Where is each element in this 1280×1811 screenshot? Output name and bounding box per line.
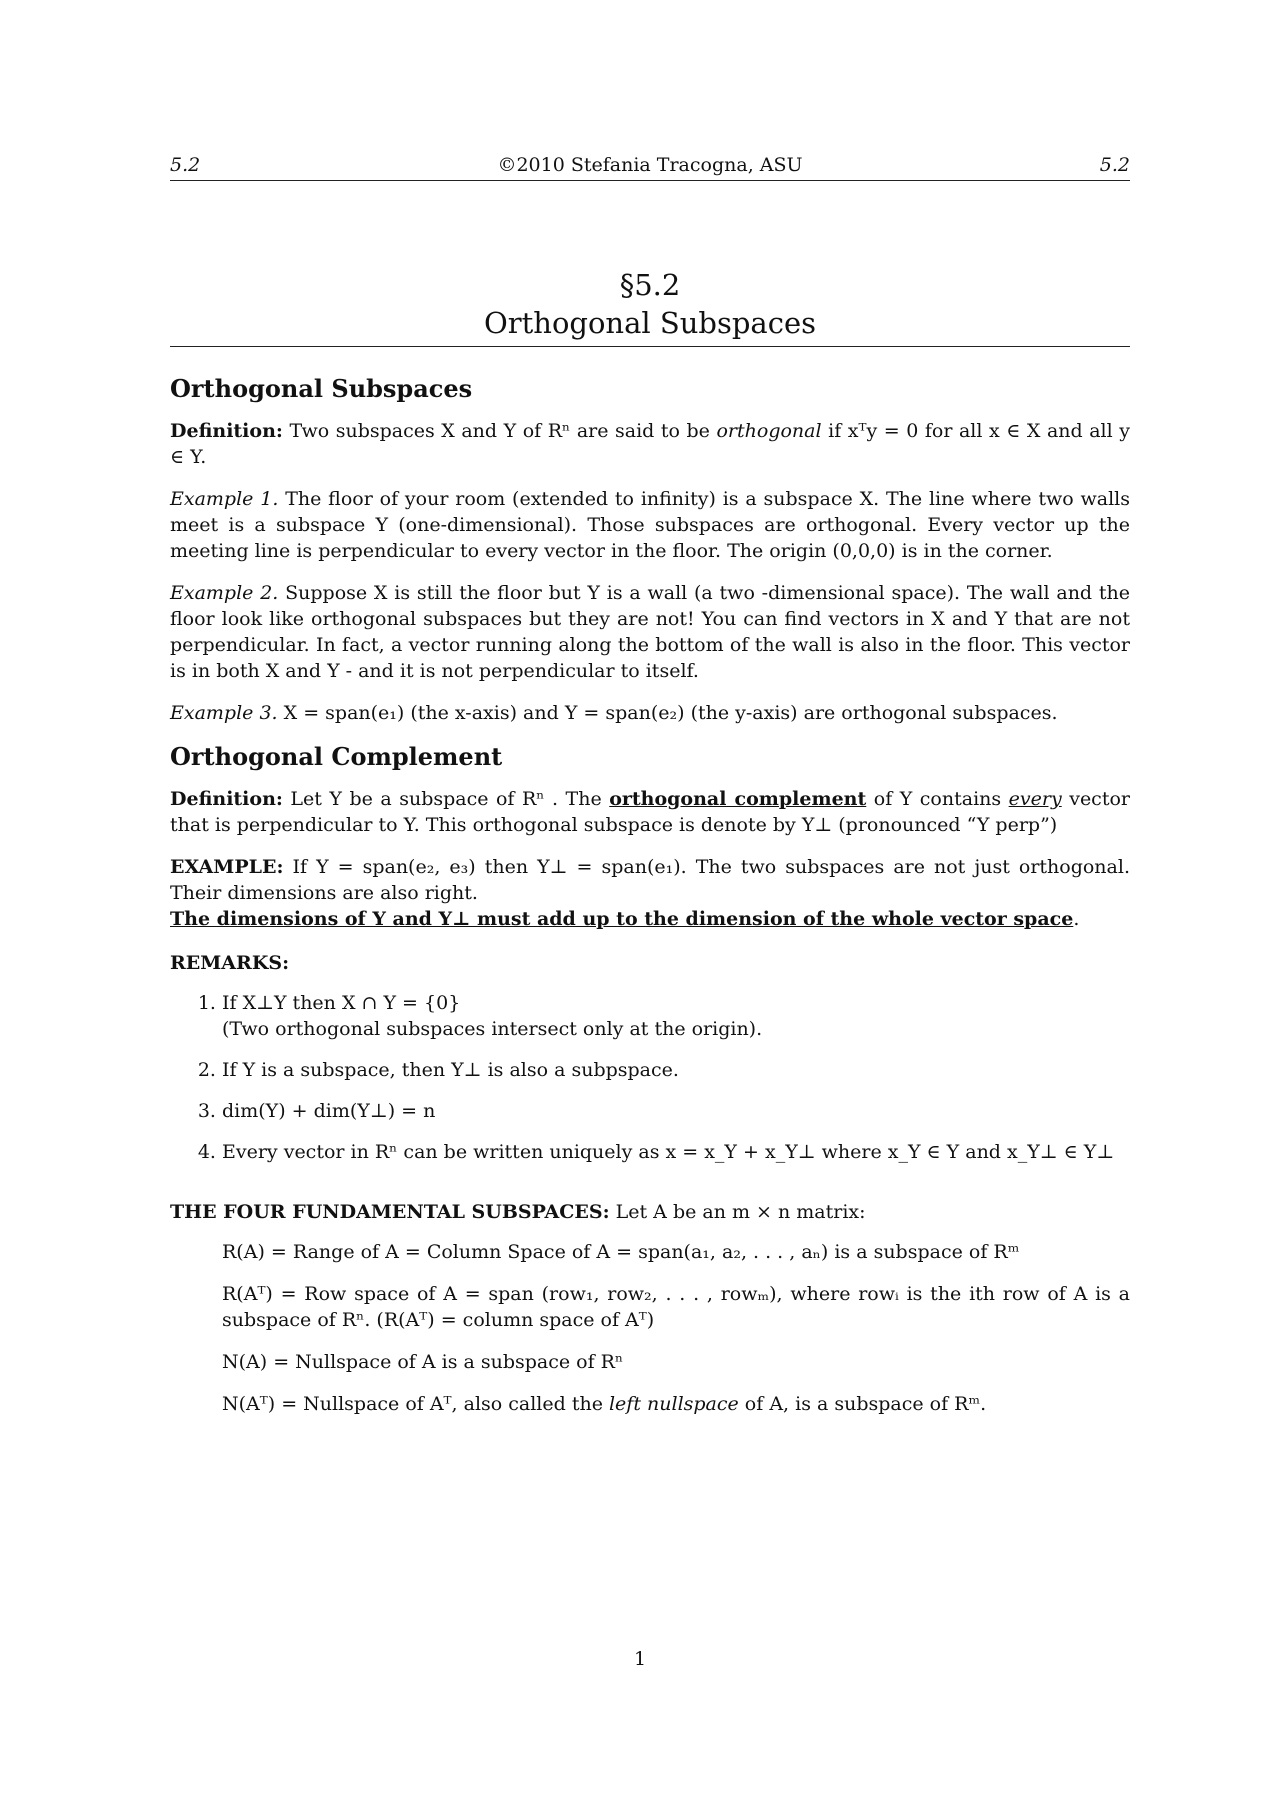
- four-subspaces-label: THE FOUR FUNDAMENTAL SUBSPACES:: [170, 1201, 610, 1223]
- header-left-section-number: 5.2: [170, 154, 201, 176]
- subspace-item: [222, 1391, 1130, 1417]
- example-3: [170, 700, 1130, 726]
- remark-1-note: (Two orthogonal subspaces intersect only at the origin).: [222, 1018, 763, 1040]
- complement-example-emphasis: The dimensions of Y and Y⊥ must add up to the dimension of the whole vector space: [170, 908, 1074, 930]
- complement-example-label: EXAMPLE:: [170, 856, 284, 878]
- remark-1-text: If X⊥Y then X ∩ Y = {0}: [222, 992, 461, 1014]
- subspace-item: R(Aᵀ) = Row space of A = span (row₁, row₂, . . . , rowₘ), where rowᵢ is the ith row of A is a subspace of Rⁿ. (R(Aᵀ) = column space of Aᵀ): [222, 1283, 1130, 1331]
- example-3-text: X = span(e₁) (the x-axis) and Y = span(e₂) (the y-axis) are orthogonal subspaces.: [277, 702, 1058, 724]
- document-body: [170, 374, 1130, 1433]
- section-number: §5.2: [619, 268, 681, 302]
- four-subspaces-intro: Let A be an m × n matrix:: [609, 1201, 866, 1223]
- running-header: [170, 154, 1130, 181]
- example-1-text: The floor of your room (extended to infinity) is a subspace X. The line where two walls meet is a subspace Y (one-dimensional). Those subspaces are orthogonal. Every vector up the meeting line is perpendicular to every vector in the floor. The origin (0,0,0) is in the corner.: [170, 488, 1130, 562]
- definition-complement: [170, 786, 1130, 838]
- complement-term: orthogonal complement: [609, 788, 867, 810]
- page-title: [170, 266, 1130, 347]
- heading-orthogonal-complement: Orthogonal Complement: [170, 742, 503, 771]
- example-3-label: Example 3.: [170, 702, 278, 724]
- section-title: Orthogonal Subspaces: [483, 306, 817, 340]
- header-copyright: ©2010 Stefania Tracogna, ASU: [497, 154, 803, 176]
- remarks-heading: REMARKS:: [170, 952, 290, 974]
- item-4-text-a: N(Aᵀ) = Nullspace of Aᵀ, also called the: [222, 1393, 609, 1415]
- complement-example-text: If Y = span(e₂, e₃) then Y⊥ = span(e₁). The two subspaces are not just orthogonal. Their dimensions are also right.: [170, 856, 1130, 904]
- complement-example: [170, 854, 1130, 932]
- subspace-item: N(A) = Nullspace of A is a subspace of Rⁿ: [222, 1351, 624, 1373]
- four-subspaces-list: [170, 1239, 1130, 1417]
- heading-orthogonal-subspaces: Orthogonal Subspaces: [170, 374, 473, 403]
- item-4-text-b: of A, is a subspace of Rᵐ.: [738, 1393, 987, 1415]
- example-2: [170, 580, 1130, 684]
- definition-text: Two subspaces X and Y of Rⁿ are said to be: [282, 420, 717, 442]
- four-subspaces-heading: [170, 1199, 1130, 1225]
- header-right-section-number: 5.2: [1099, 154, 1130, 176]
- example-1-label: Example 1.: [170, 488, 279, 510]
- complement-emphasis: every: [1008, 788, 1062, 810]
- definition-text-end: if xᵀy = 0 for all x ∈ X and all y ∈ Y.: [170, 420, 1130, 468]
- definition-emphasis: orthogonal: [716, 420, 822, 442]
- complement-text-b: of Y contains: [866, 788, 1009, 810]
- complement-example-end: .: [1073, 908, 1080, 930]
- remark-item: [222, 990, 1130, 1042]
- item-4-emphasis: left nullspace: [608, 1393, 739, 1415]
- page-number: 1: [633, 1648, 647, 1670]
- remark-item: 3. dim(Y) + dim(Y⊥) = n: [222, 1098, 1130, 1124]
- definition-orthogonal: [170, 418, 1130, 470]
- remark-item: 4. Every vector in Rⁿ can be written uniquely as x = x_Y + x_Y⊥ where x_Y ∈ Y and x_Y⊥ ∈ Y⊥: [222, 1139, 1130, 1165]
- example-1: [170, 486, 1130, 564]
- complement-text-a: Let Y be a subspace of Rⁿ . The: [282, 788, 610, 810]
- remark-item: 2. If Y is a subspace, then Y⊥ is also a subpspace.: [222, 1057, 1130, 1083]
- definition-label: Definition:: [170, 420, 283, 442]
- example-2-text: Suppose X is still the floor but Y is a wall (a two -dimensional space). The wall and the floor look like orthogonal subspaces but they are not! You can find vectors in X and Y that are not perpendicular. In fact, a vector running along the bottom of the wall is also in the floor. This vector is in both X and Y - and it is not perpendicular to itself.: [170, 582, 1130, 682]
- subspace-item: R(A) = Range of A = Column Space of A = span(a₁, a₂, . . . , aₙ) is a subspace of Rᵐ: [222, 1241, 1020, 1263]
- complement-text-c: vector that is perpendicular to Y. This orthogonal subspace is denote by Y⊥ (pronounced “Y perp”): [170, 788, 1130, 836]
- example-2-label: Example 2.: [170, 582, 279, 604]
- remarks-list: [170, 990, 1130, 1165]
- complement-definition-label: Definition:: [170, 788, 283, 810]
